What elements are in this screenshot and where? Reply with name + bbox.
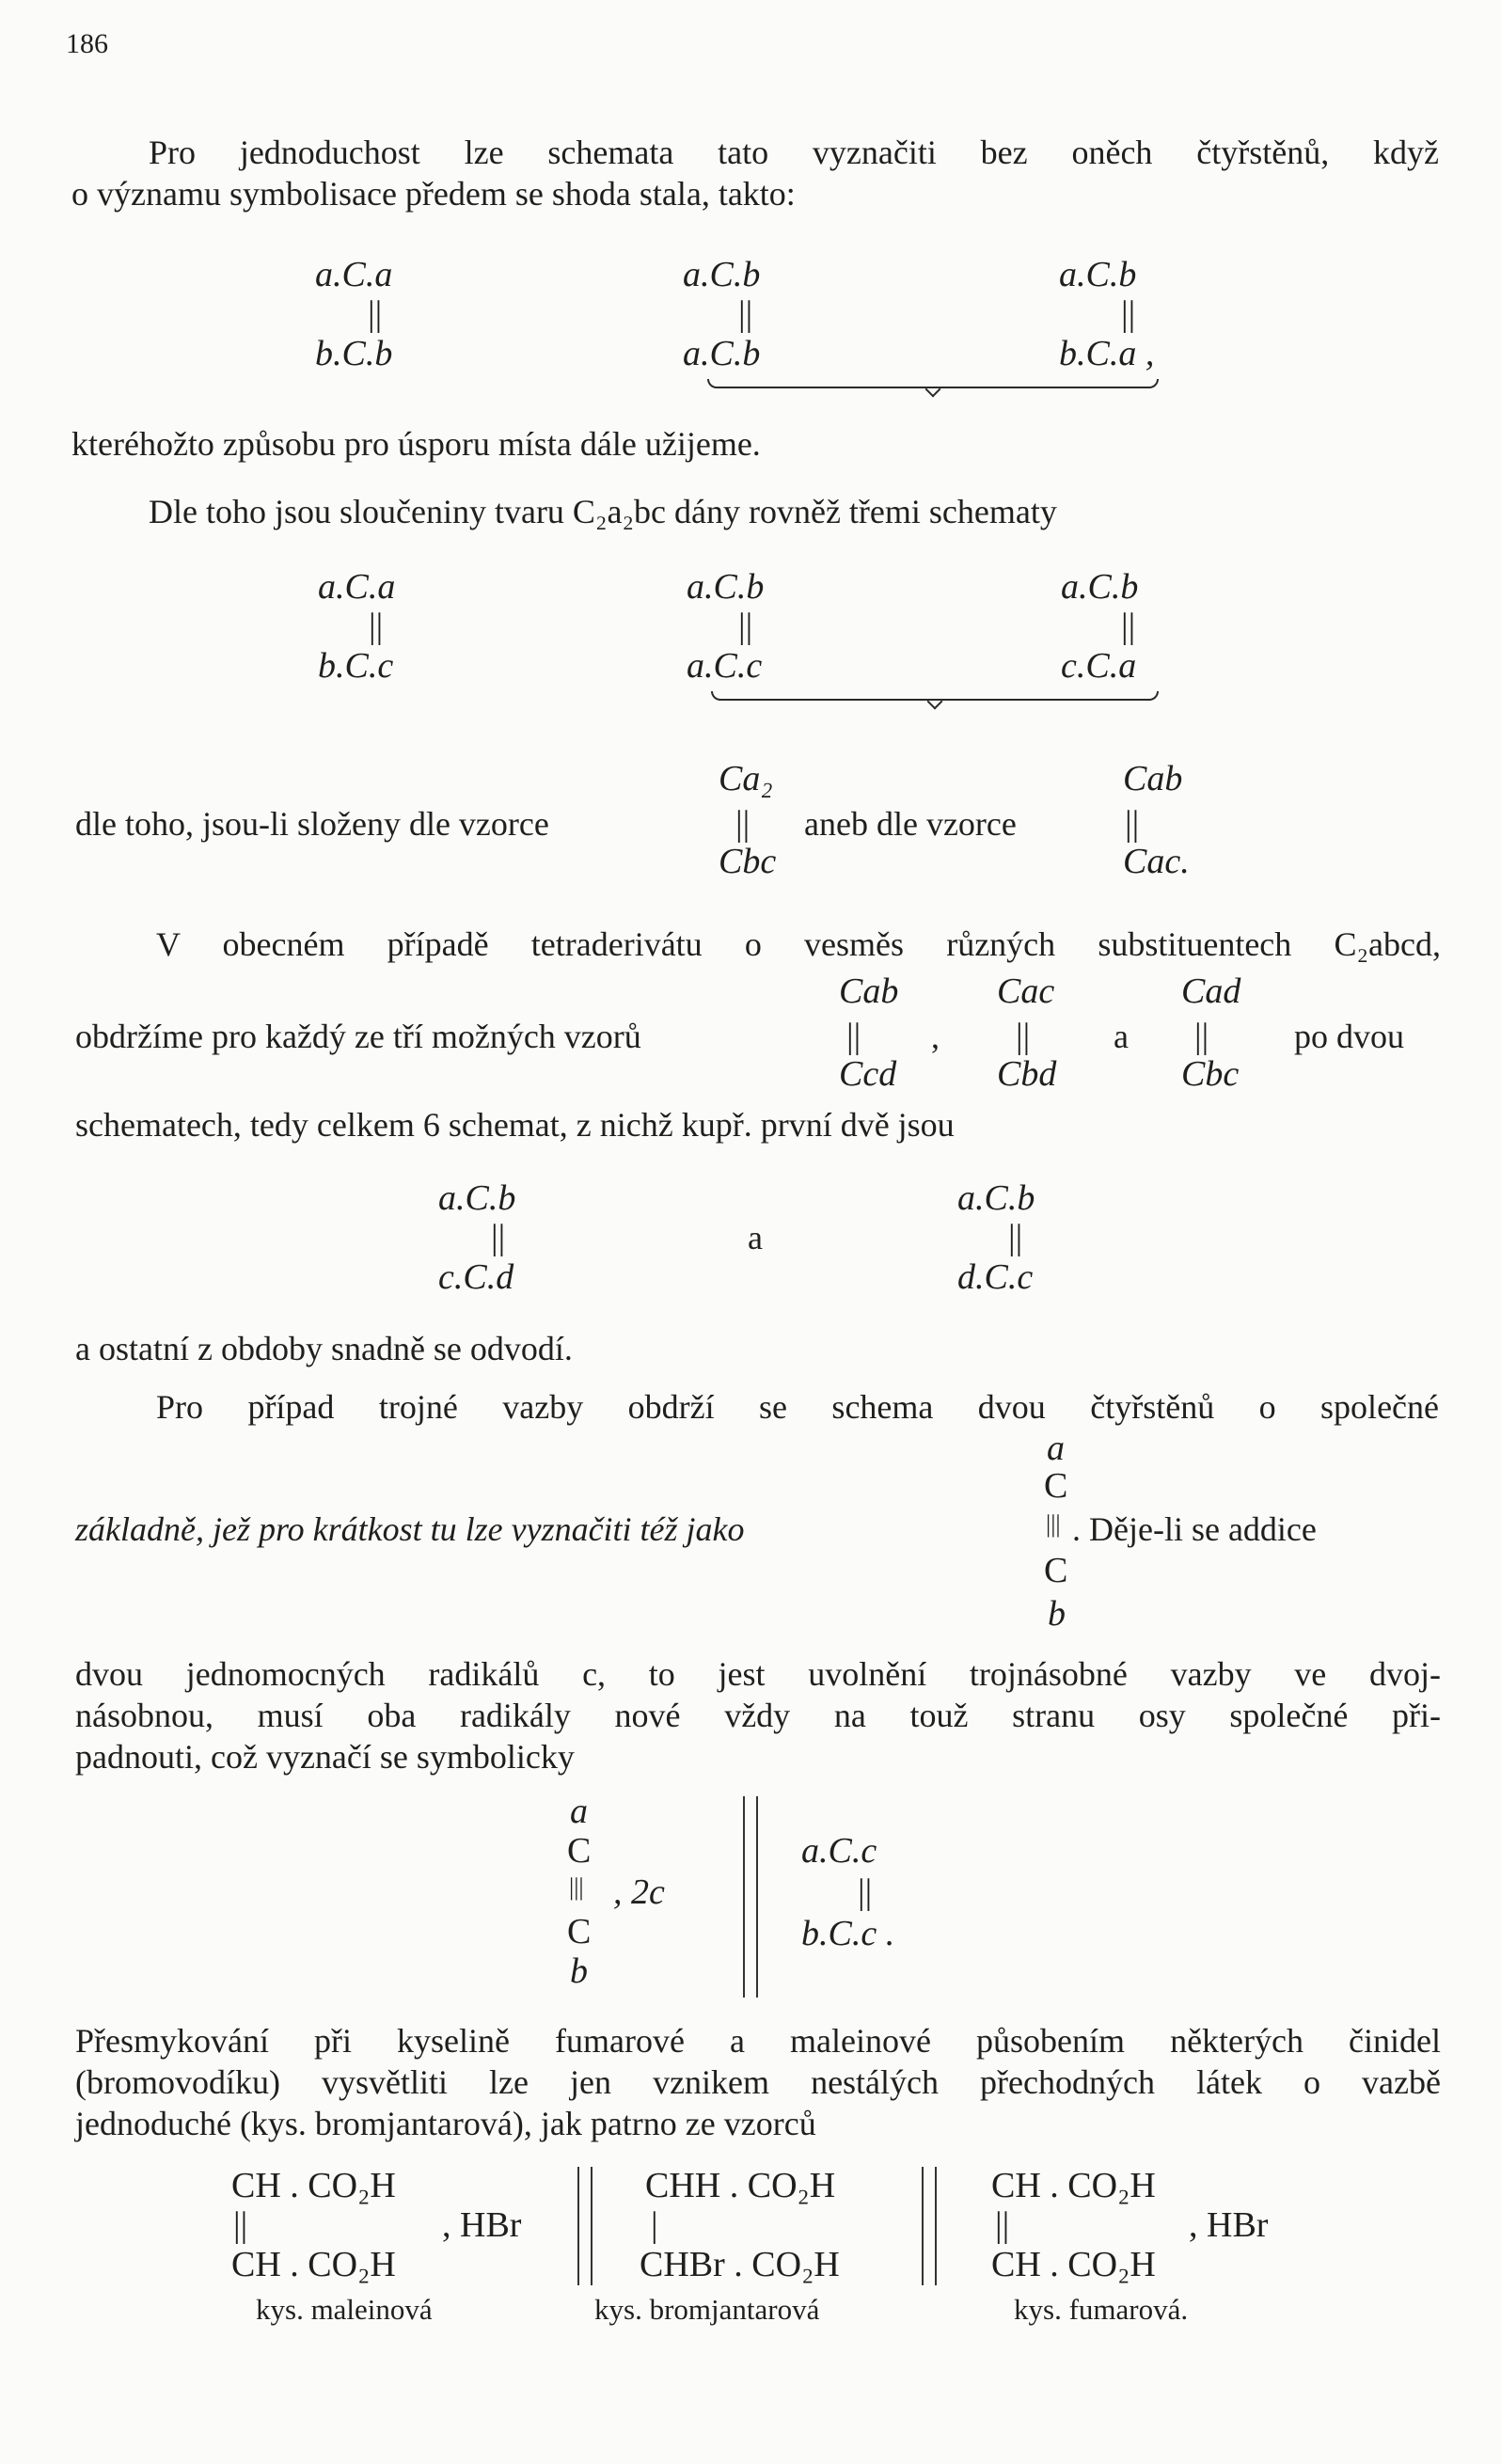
p4-line6: padnouti, což vyznačí se symbolicky: [75, 1738, 575, 1776]
schema1-a-bond: ||: [368, 294, 383, 334]
schema1-b-top: a.C.b: [683, 255, 761, 294]
p5-line2: (bromovodíku) vysvětliti lze jen vznikem nestálých přechodných látek o vazbě: [75, 2063, 1441, 2101]
page-number: 186: [66, 28, 108, 59]
p3-f1-bond: ||: [846, 1017, 861, 1056]
p4-line2: Pro případ trojné vazby obdrží se schema dvou čtyřstěnů o společné: [156, 1388, 1439, 1426]
add-product-top: a.C.c: [801, 1831, 877, 1871]
p2-line2: Dle toho jsou sloučeniny tvaru C₂a₂bc dány rovněž třemi schematy: [149, 493, 1057, 530]
acid-maleic-reagent: , HBr: [442, 2205, 522, 2245]
fl-f1-bottom: Cbc: [719, 842, 777, 881]
p3-and: a: [1114, 1018, 1129, 1055]
acids-sep-1a: [577, 2167, 579, 2285]
add-c1: C: [567, 1831, 592, 1871]
schema3-left-top: a.C.b: [438, 1178, 516, 1218]
p3-f1-bottom: Ccd: [839, 1054, 897, 1094]
add-bond-triple: |||: [569, 1873, 584, 1901]
p3-f3-top: Cad: [1181, 971, 1241, 1011]
schema3-right-top: a.C.b: [957, 1178, 1035, 1218]
p3-tail: po dvou: [1294, 1018, 1404, 1055]
p5-line3: jednoduché (kys. bromjantarová), jak patrno ze vzorců: [75, 2105, 816, 2142]
acid-fumaric-bond: ||: [995, 2205, 1010, 2245]
acids-sep-2a: [922, 2167, 924, 2285]
acid-maleic-top: CH . CO₂H: [231, 2166, 396, 2205]
schema3-right-bond: ||: [1008, 1218, 1023, 1257]
acid-fumaric-label: kys. fumarová.: [1014, 2293, 1189, 2326]
p3-lead: obdržíme pro každý ze tří možných vzorů: [75, 1018, 641, 1055]
acid-brom-bond: |: [651, 2205, 658, 2245]
schema2-c-bond: ||: [1121, 607, 1136, 646]
acid-maleic-bond: ||: [233, 2205, 248, 2245]
p4-triple-c1: C: [1044, 1466, 1068, 1506]
acid-brom-bottom: CHBr . CO₂H: [640, 2245, 840, 2284]
brace-2: [711, 691, 1159, 701]
p4-triple-b: b: [1048, 1594, 1066, 1634]
schema2-a-bond: ||: [369, 607, 384, 646]
schema3-conj: a: [748, 1219, 763, 1256]
schema1-a-bottom: b.C.b: [315, 334, 393, 373]
p3-f2-bottom: Cbd: [997, 1054, 1057, 1094]
schema2-a-bottom: b.C.c: [318, 646, 394, 686]
acids-sep-1b: [591, 2167, 592, 2285]
schema2-b-top: a.C.b: [687, 567, 765, 607]
p4-line4: dvou jednomocných radikálů c, to jest uvolnění trojnásobné vazby ve dvoj-: [75, 1655, 1441, 1693]
p3-f2-bond: ||: [1016, 1017, 1031, 1056]
schema1-a-top: a.C.a: [315, 255, 393, 294]
schema1-b-bond: ||: [738, 294, 753, 334]
add-separator-1: [743, 1796, 745, 1998]
add-reagent: , 2c: [613, 1872, 665, 1912]
p4-triple-bond: |||: [1046, 1510, 1061, 1538]
schema3-left-bottom: c.C.d: [438, 1257, 514, 1297]
p3-f3-bond: ||: [1194, 1017, 1209, 1056]
acid-maleic-bottom: CH . CO₂H: [231, 2245, 396, 2284]
p3-line1: V obecném případě tetraderivátu o vesměs různých substituentech C₂abcd,: [156, 925, 1441, 963]
schema3-right-bottom: d.C.c: [957, 1257, 1034, 1297]
p3-comma: ,: [931, 1018, 940, 1055]
p4-triple-a: a: [1047, 1429, 1065, 1468]
fl-lead: dle toho, jsou-li složeny dle vzorce: [75, 805, 549, 843]
schema2-b-bottom: a.C.c: [687, 646, 763, 686]
add-product-bottom: b.C.c .: [801, 1914, 895, 1953]
acids-sep-2b: [935, 2167, 937, 2285]
fl-mid: aneb dle vzorce: [804, 805, 1017, 843]
p4-line3a: základně, jež pro krátkost tu lze vyznačiti též jako: [75, 1510, 745, 1548]
p4-line1: a ostatní z obdoby snadně se odvodí.: [75, 1330, 573, 1367]
add-a: a: [570, 1792, 588, 1831]
add-c2: C: [567, 1912, 592, 1951]
acid-brom-label: kys. bromjantarová: [594, 2293, 820, 2326]
p3-line3: schematech, tedy celkem 6 schemat, z nichž kupř. první dvě jsou: [75, 1106, 955, 1144]
p1-line2: o významu symbolisace předem se shoda stala, takto:: [71, 175, 796, 213]
acid-maleic-label: kys. maleinová: [256, 2293, 433, 2326]
p3-f1-top: Cab: [839, 971, 899, 1011]
schema2-a-top: a.C.a: [318, 567, 396, 607]
schema1-c-bottom: b.C.a ,: [1059, 334, 1155, 373]
fl-f2-bond: ||: [1125, 804, 1140, 844]
schema3-left-bond: ||: [491, 1218, 506, 1257]
p3-f2-top: Cac: [997, 971, 1055, 1011]
acid-fumaric-top: CH . CO₂H: [991, 2166, 1156, 2205]
p3-f3-bottom: Cbc: [1181, 1054, 1240, 1094]
schema2-c-bottom: c.C.a: [1061, 646, 1137, 686]
p4-triple-c2: C: [1044, 1551, 1068, 1590]
p1-line1: Pro jednoduchost lze schemata tato vyznačiti bez oněch čtyřstěnů, když: [149, 134, 1439, 171]
schema1-c-top: a.C.b: [1059, 255, 1137, 294]
schema2-b-bond: ||: [738, 607, 753, 646]
add-separator-2: [756, 1796, 758, 1998]
add-product-bond: ||: [858, 1872, 873, 1912]
schema2-c-top: a.C.b: [1061, 567, 1139, 607]
fl-f1-top: Ca₂: [719, 759, 773, 798]
p4-line5: násobnou, musí oba radikály nové vždy na touž stranu osy společné při-: [75, 1697, 1441, 1734]
acid-fumaric-reagent: , HBr: [1189, 2205, 1269, 2245]
add-b: b: [570, 1951, 588, 1991]
acid-fumaric-bottom: CH . CO₂H: [991, 2245, 1156, 2284]
fl-f2-bottom: Cac.: [1123, 842, 1190, 881]
schema1-c-bond: ||: [1121, 294, 1136, 334]
brace-1: [707, 379, 1159, 388]
p2-line1: kteréhožto způsobu pro úsporu místa dále užijeme.: [71, 425, 761, 463]
fl-f2-top: Cab: [1123, 759, 1183, 798]
acid-brom-top: CHH . CO₂H: [645, 2166, 836, 2205]
schema1-b-bottom: a.C.b: [683, 334, 761, 373]
p5-line1: Přesmykování při kyselině fumarové a maleinové působením některých činidel: [75, 2022, 1441, 2060]
p4-line3b: . Děje-li se addice: [1072, 1510, 1317, 1548]
fl-f1-bond: ||: [735, 804, 750, 844]
